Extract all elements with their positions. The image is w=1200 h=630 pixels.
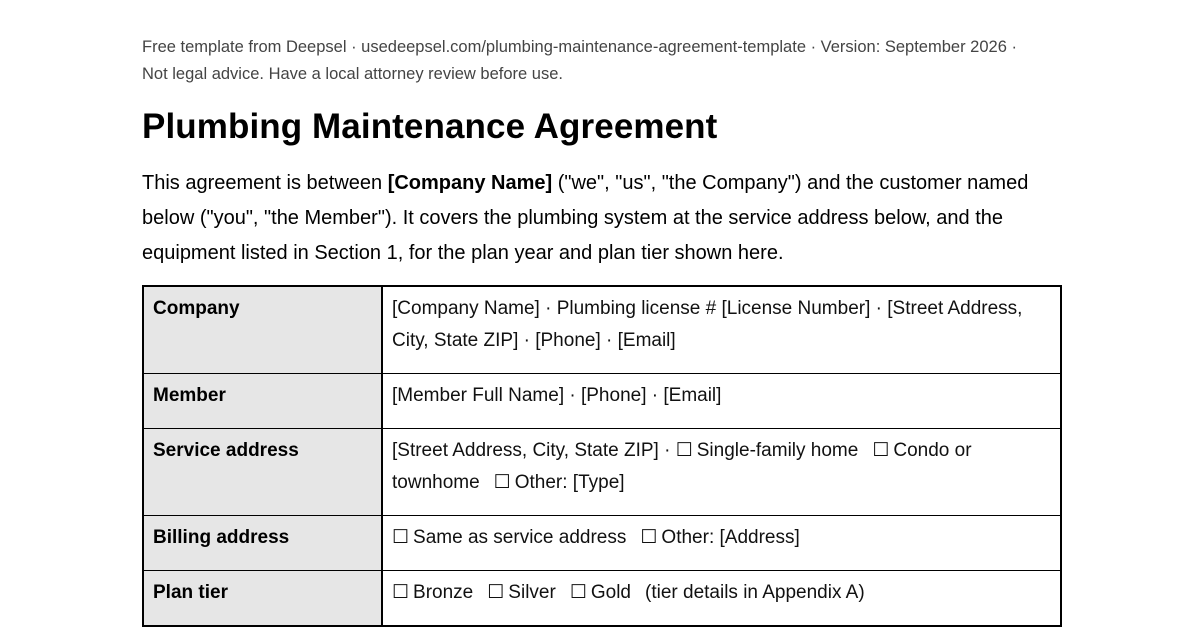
intro-paragraph bbox=[142, 166, 1047, 271]
agreement-details-table bbox=[142, 285, 1062, 627]
service-address-value bbox=[382, 429, 1061, 516]
company-label: Company bbox=[143, 286, 382, 374]
template-disclaimer: Free template from Deepsel · usedeepsel.com/plumbing-maintenance-agreement-template · Version: September 2026 · Not legal advice. Have a local attorney review before use. bbox=[142, 38, 1017, 83]
checkbox-same-as-service[interactable]: ☐ bbox=[392, 527, 410, 548]
document-title: Plumbing Maintenance Agreement bbox=[142, 107, 718, 146]
checkbox-bronze[interactable]: ☐ bbox=[392, 582, 410, 603]
checkbox-gold[interactable]: ☐ bbox=[569, 582, 587, 603]
tier-details-note: (tier details in Appendix A) bbox=[645, 582, 865, 603]
checkbox-condo-townhome[interactable]: ☐ bbox=[872, 440, 890, 461]
checkbox-silver[interactable]: ☐ bbox=[487, 582, 505, 603]
table-row-plan-tier bbox=[143, 571, 1061, 627]
table-row-member bbox=[143, 374, 1061, 429]
document-content bbox=[142, 34, 1062, 271]
option-gold: Gold bbox=[590, 582, 631, 603]
option-single-family-home: Single-family home bbox=[696, 440, 859, 461]
service-address-text: [Street Address, City, State ZIP] · bbox=[392, 440, 676, 461]
checkbox-single-family[interactable]: ☐ bbox=[675, 440, 693, 461]
option-other-type: Other: [Type] bbox=[514, 472, 625, 493]
option-silver: Silver bbox=[508, 582, 556, 603]
option-same-as-service-address: Same as service address bbox=[413, 527, 627, 548]
table-row-billing-address bbox=[143, 516, 1061, 571]
service-address-label: Service address bbox=[143, 429, 382, 516]
billing-address-value bbox=[382, 516, 1061, 571]
table-row-service-address bbox=[143, 429, 1061, 516]
plan-tier-value bbox=[382, 571, 1061, 627]
member-value: [Member Full Name] · [Phone] · [Email] bbox=[382, 374, 1061, 429]
checkbox-other-address[interactable]: ☐ bbox=[640, 527, 658, 548]
checkbox-other-type[interactable]: ☐ bbox=[493, 472, 511, 493]
intro-text-start: This agreement is between bbox=[142, 172, 388, 194]
table-row-company bbox=[143, 286, 1061, 374]
option-other-address: Other: [Address] bbox=[661, 527, 800, 548]
company-value: [Company Name] · Plumbing license # [License Number] · [Street Address, City, State ZIP] · [Phone] · [Email] bbox=[382, 286, 1061, 374]
intro-text-end: ("we", "us", "the Company") and the customer named below ("you", "the Member"). It covers the plumbing system at the service address below, and the equipment listed in Section 1, for the plan year and plan tier shown here. bbox=[142, 172, 1029, 264]
plan-tier-label: Plan tier bbox=[143, 571, 382, 627]
option-bronze: Bronze bbox=[413, 582, 474, 603]
member-label: Member bbox=[143, 374, 382, 429]
option-condo-townhome: Condo or townhome bbox=[392, 440, 972, 493]
billing-address-label: Billing address bbox=[143, 516, 382, 571]
company-name-placeholder: [Company Name] bbox=[387, 172, 553, 194]
